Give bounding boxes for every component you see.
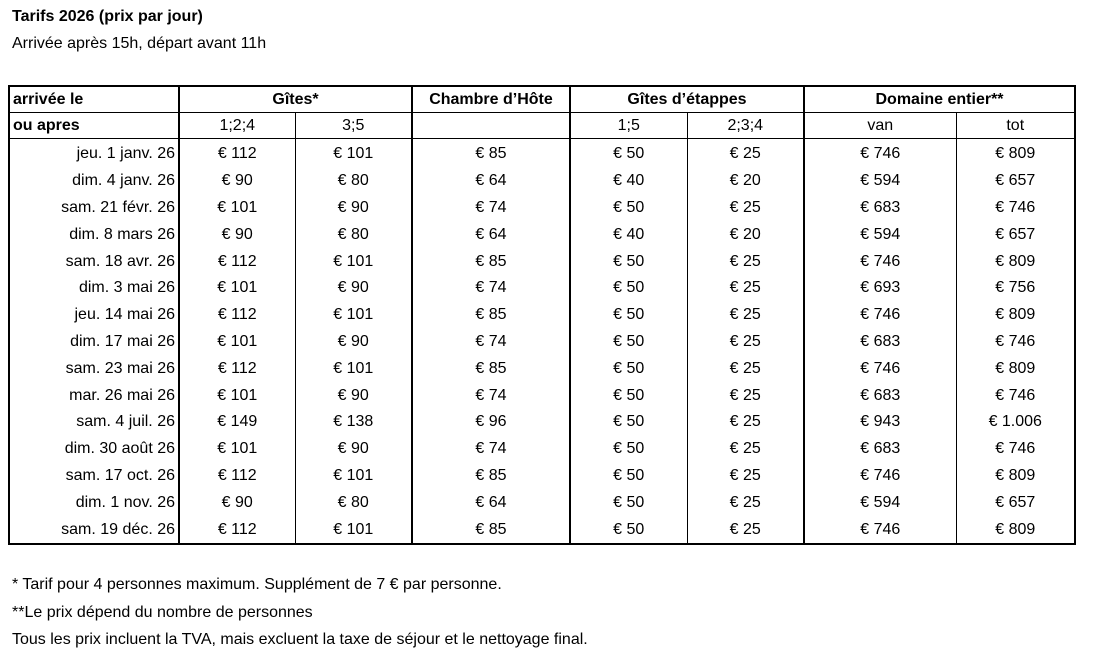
etappes-1-price: € 50 — [570, 248, 687, 275]
etappes-1-price: € 50 — [570, 516, 687, 544]
header-date-line2: ou apres — [9, 113, 179, 139]
domaine-tot-price: € 1.006 — [956, 409, 1075, 436]
gites-2-price: € 80 — [295, 221, 412, 248]
table-row — [9, 329, 1075, 356]
domaine-van-price: € 594 — [804, 221, 956, 248]
etappes-1-price: € 50 — [570, 463, 687, 490]
gites-2-price: € 138 — [295, 409, 412, 436]
gites-2-price: € 90 — [295, 195, 412, 222]
domaine-tot-price: € 657 — [956, 489, 1075, 516]
chambre-price: € 74 — [412, 195, 570, 222]
gites-1-price: € 112 — [179, 355, 295, 382]
date-cell: dim. 30 août 26 — [64, 440, 175, 458]
gites-1-price: € 101 — [179, 195, 295, 222]
date-cell: sam. 4 juil. 26 — [76, 413, 175, 431]
subheader-etappes-1: 1;5 — [570, 113, 687, 139]
rates-table — [8, 85, 1076, 545]
gites-2-price: € 101 — [295, 516, 412, 544]
table-row — [9, 382, 1075, 409]
gites-1-price: € 90 — [179, 489, 295, 516]
subheader-domaine-van: van — [804, 113, 956, 139]
chambre-price: € 64 — [412, 168, 570, 195]
table-row — [9, 463, 1075, 490]
domaine-van-price: € 693 — [804, 275, 956, 302]
gites-2-price: € 90 — [295, 382, 412, 409]
etappes-1-price: € 50 — [570, 302, 687, 329]
table-row — [9, 248, 1075, 275]
date-cell: dim. 3 mai 26 — [78, 279, 175, 297]
etappes-2-price: € 25 — [687, 489, 804, 516]
domaine-van-price: € 746 — [804, 248, 956, 275]
subheader-etappes-2: 2;3;4 — [687, 113, 804, 139]
etappes-2-price: € 25 — [687, 355, 804, 382]
table-row — [9, 139, 1075, 168]
etappes-2-price: € 25 — [687, 409, 804, 436]
etappes-2-price: € 25 — [687, 139, 804, 168]
date-cell: dim. 1 nov. 26 — [75, 493, 175, 511]
gites-1-price: € 101 — [179, 382, 295, 409]
date-cell: dim. 8 mars 26 — [69, 225, 175, 243]
header-domaine-entier: Domaine entier** — [804, 86, 1075, 113]
chambre-price: € 74 — [412, 436, 570, 463]
table-row — [9, 221, 1075, 248]
gites-1-price: € 101 — [179, 329, 295, 356]
table-row — [9, 409, 1075, 436]
etappes-2-price: € 20 — [687, 221, 804, 248]
gites-2-price: € 101 — [295, 463, 412, 490]
chambre-price: € 74 — [412, 275, 570, 302]
etappes-1-price: € 50 — [570, 409, 687, 436]
table-row — [9, 275, 1075, 302]
date-cell: mar. 26 mai 26 — [69, 386, 175, 404]
chambre-price: € 96 — [412, 409, 570, 436]
table-row — [9, 302, 1075, 329]
table-row — [9, 195, 1075, 222]
footnotes — [12, 571, 588, 654]
domaine-tot-price: € 809 — [956, 302, 1075, 329]
header-row-groups — [9, 86, 1075, 113]
gites-1-price: € 112 — [179, 248, 295, 275]
date-cell: sam. 18 avr. 26 — [65, 252, 175, 270]
header-row-subgroups — [9, 113, 1075, 139]
header-gites: Gîtes* — [179, 86, 412, 113]
domaine-van-price: € 683 — [804, 329, 956, 356]
date-cell: jeu. 1 janv. 26 — [76, 145, 175, 163]
gites-1-price: € 112 — [179, 516, 295, 544]
etappes-1-price: € 40 — [570, 221, 687, 248]
etappes-2-price: € 25 — [687, 275, 804, 302]
gites-1-price: € 112 — [179, 139, 295, 168]
domaine-tot-price: € 657 — [956, 221, 1075, 248]
etappes-1-price: € 50 — [570, 382, 687, 409]
chambre-price: € 85 — [412, 248, 570, 275]
domaine-tot-price: € 657 — [956, 168, 1075, 195]
domaine-van-price: € 683 — [804, 382, 956, 409]
domaine-tot-price: € 746 — [956, 329, 1075, 356]
etappes-2-price: € 25 — [687, 382, 804, 409]
chambre-price: € 85 — [412, 516, 570, 544]
etappes-1-price: € 50 — [570, 275, 687, 302]
date-cell: jeu. 14 mai 26 — [74, 306, 175, 324]
date-cell: dim. 17 mai 26 — [70, 332, 175, 350]
etappes-1-price: € 50 — [570, 436, 687, 463]
subheader-chambre — [412, 113, 570, 139]
etappes-1-price: € 50 — [570, 355, 687, 382]
domaine-tot-price: € 809 — [956, 139, 1075, 168]
chambre-price: € 85 — [412, 463, 570, 490]
chambre-price: € 74 — [412, 382, 570, 409]
gites-2-price: € 90 — [295, 329, 412, 356]
date-cell: sam. 21 févr. 26 — [61, 198, 175, 216]
gites-2-price: € 101 — [295, 302, 412, 329]
gites-1-price: € 112 — [179, 463, 295, 490]
domaine-van-price: € 943 — [804, 409, 956, 436]
gites-1-price: € 112 — [179, 302, 295, 329]
domaine-tot-price: € 809 — [956, 355, 1075, 382]
subheader-gites-1: 1;2;4 — [179, 113, 295, 139]
table-row — [9, 168, 1075, 195]
domaine-tot-price: € 809 — [956, 516, 1075, 544]
etappes-1-price: € 50 — [570, 329, 687, 356]
etappes-2-price: € 25 — [687, 436, 804, 463]
etappes-2-price: € 25 — [687, 463, 804, 490]
etappes-2-price: € 25 — [687, 302, 804, 329]
gites-1-price: € 90 — [179, 168, 295, 195]
domaine-van-price: € 683 — [804, 195, 956, 222]
etappes-2-price: € 25 — [687, 329, 804, 356]
subheader-domaine-tot: tot — [956, 113, 1075, 139]
etappes-2-price: € 20 — [687, 168, 804, 195]
domaine-tot-price: € 746 — [956, 195, 1075, 222]
date-cell: sam. 19 déc. 26 — [61, 520, 175, 538]
table-row — [9, 436, 1075, 463]
domaine-tot-price: € 746 — [956, 382, 1075, 409]
etappes-2-price: € 25 — [687, 248, 804, 275]
date-cell: sam. 17 oct. 26 — [65, 466, 175, 484]
gites-2-price: € 80 — [295, 489, 412, 516]
gites-2-price: € 90 — [295, 275, 412, 302]
table-row — [9, 516, 1075, 544]
header-gites-etappes: Gîtes d’étappes — [570, 86, 804, 113]
footnote-domaine: **Le prix dépend du nombre de personnes — [12, 603, 313, 621]
date-cell: sam. 23 mai 26 — [65, 359, 175, 377]
chambre-price: € 64 — [412, 489, 570, 516]
domaine-van-price: € 746 — [804, 355, 956, 382]
gites-2-price: € 101 — [295, 139, 412, 168]
domaine-tot-price: € 809 — [956, 463, 1075, 490]
domaine-van-price: € 746 — [804, 516, 956, 544]
domaine-van-price: € 746 — [804, 302, 956, 329]
header-date-line1: arrivée le — [9, 86, 179, 113]
domaine-van-price: € 594 — [804, 489, 956, 516]
gites-1-price: € 101 — [179, 436, 295, 463]
etappes-1-price: € 50 — [570, 489, 687, 516]
gites-1-price: € 149 — [179, 409, 295, 436]
domaine-van-price: € 683 — [804, 436, 956, 463]
header-chambre-hote: Chambre d’Hôte — [412, 86, 570, 113]
chambre-price: € 85 — [412, 355, 570, 382]
etappes-2-price: € 25 — [687, 195, 804, 222]
domaine-van-price: € 746 — [804, 463, 956, 490]
domaine-van-price: € 746 — [804, 139, 956, 168]
page-title: Tarifs 2026 (prix par jour) — [12, 8, 203, 25]
chambre-price: € 74 — [412, 329, 570, 356]
table-row — [9, 355, 1075, 382]
etappes-1-price: € 50 — [570, 195, 687, 222]
gites-1-price: € 90 — [179, 221, 295, 248]
subheader-gites-2: 3;5 — [295, 113, 412, 139]
table-row — [9, 489, 1075, 516]
domaine-van-price: € 594 — [804, 168, 956, 195]
chambre-price: € 85 — [412, 302, 570, 329]
gites-2-price: € 101 — [295, 248, 412, 275]
chambre-price: € 64 — [412, 221, 570, 248]
etappes-2-price: € 25 — [687, 516, 804, 544]
page-subtitle: Arrivée après 15h, départ avant 11h — [12, 35, 267, 52]
domaine-tot-price: € 756 — [956, 275, 1075, 302]
domaine-tot-price: € 746 — [956, 436, 1075, 463]
date-cell: dim. 4 janv. 26 — [72, 172, 175, 190]
gites-2-price: € 101 — [295, 355, 412, 382]
etappes-1-price: € 50 — [570, 139, 687, 168]
gites-2-price: € 90 — [295, 436, 412, 463]
gites-2-price: € 80 — [295, 168, 412, 195]
domaine-tot-price: € 809 — [956, 248, 1075, 275]
footnote-gites: * Tarif pour 4 personnes maximum. Supplément de 7 € par personne. — [12, 576, 502, 593]
chambre-price: € 85 — [412, 139, 570, 168]
etappes-1-price: € 40 — [570, 168, 687, 195]
gites-1-price: € 101 — [179, 275, 295, 302]
footnote-tva: Tous les prix incluent la TVA, mais excluent la taxe de séjour et le nettoyage final. — [12, 631, 588, 648]
